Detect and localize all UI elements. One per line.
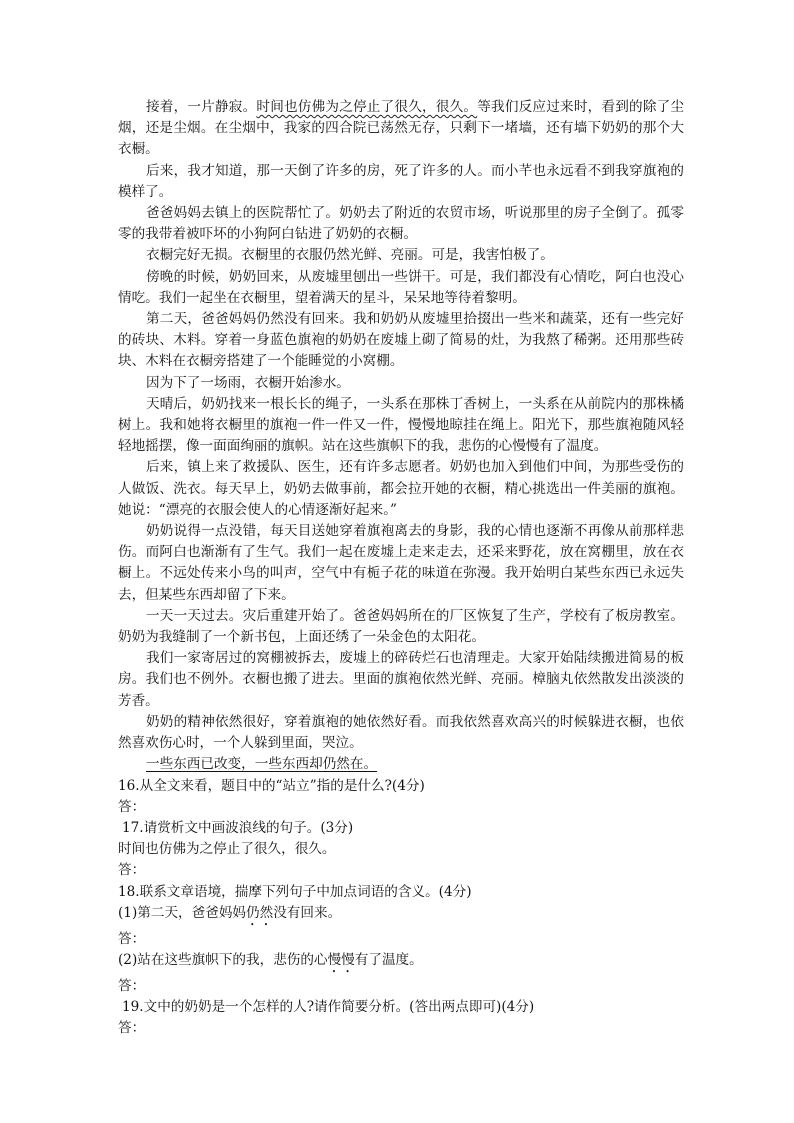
paragraph-2: 后来，我才知道，那一天倒了许多的房，死了许多的人。而小芊也永远看不到我穿旗袍的模样了。 xyxy=(118,162,684,200)
paragraph-14 xyxy=(118,754,684,775)
q18-2-dotted-word: 慢慢 xyxy=(327,951,355,968)
p1-before: 接着，一片静寂。 xyxy=(146,99,257,115)
underlined-final-sentence: 一些东西已改变，一些东西却仍然在。 xyxy=(146,756,378,773)
paragraph-10: 奶奶说得一点没错，每天目送她穿着旗袍离去的身影，我的心情也逐渐不再像从前那样悲伤。而阿白也渐渐有了生气。我们一起在废墟上走来走去，还采来野花，放在窝棚里，放在衣橱上。不远处传来小鸟的叫声，空气中有栀子花的味道在弥漫。我开始明白某些东西已永远失去，但某些东西却留了下来。 xyxy=(118,523,684,603)
question-18-2 xyxy=(118,950,684,976)
paragraph-8: 天晴后，奶奶找来一根长长的绳子，一头系在那株丁香树上，一头系在从前院内的那株橘树上。我和她将衣橱里的旗袍一件一件又一件，慢慢地晾挂在绳上。阳光下，那些旗袍随风轻轻地摇摆，像一面面绚丽的旗帜。站在这些旗帜下的我，悲伤的心慢慢有了温度。 xyxy=(118,395,684,455)
q18-1-dotted-word: 仍然 xyxy=(246,904,274,921)
paragraph-9: 后来，镇上来了救援队、医生，还有许多志愿者。奶奶也加入到他们中间，为那些受伤的人做饭、洗衣。每天早上，奶奶去做事前，都会拉开她的衣橱，精心挑选出一件美丽的旗袍。她说：“漂亮的衣服会使人的心情逐渐好起来。” xyxy=(118,459,684,518)
paragraph-7: 因为下了一场雨，衣橱开始渗水。 xyxy=(146,374,350,391)
p1-after: 等我们反应过来时，看到的除了尘烟，还是尘烟。在尘烟中，我家的四合院已荡然无存，只剩下一堵墙，还有墙下奶奶的那个大衣橱。 xyxy=(118,99,685,158)
story-body xyxy=(118,97,684,1040)
paragraph-4: 衣橱完好无损。衣橱里的衣服仍然光鲜、亮丽。可是，我害怕极了。 xyxy=(146,247,554,264)
questions-section xyxy=(118,776,684,1040)
paragraph-5: 傍晚的时候，奶奶回来，从废墟里刨出一些饼干。可是，我们都没有心情吃，阿白也没心情吃。我们一起坐在衣橱里，望着满天的星斗，呆呆地等待着黎明。 xyxy=(118,268,684,306)
paragraph-11: 一天一天过去。灾后重建开始了。爸爸妈妈所在的厂区恢复了生产，学校有了板房教室。奶奶为我缝制了一个新书包，上面还绣了一朵金色的太阳花。 xyxy=(118,607,684,646)
q18-2-pre: (2)站在这些旗帜下的我，悲伤的心 xyxy=(118,951,328,968)
answer-18-2: 答： xyxy=(118,977,146,994)
answer-17: 答： xyxy=(118,862,146,879)
q18-1-post: 没有回来。 xyxy=(273,904,342,921)
paragraph-1 xyxy=(118,97,684,161)
question-17-sentence: 时间也仿佛为之停止了很久，很久。 xyxy=(118,841,336,858)
question-18-1 xyxy=(118,903,684,929)
paragraph-13: 奶奶的精神依然很好，穿着旗袍的她依然好看。而我依然喜欢高兴的时候躲进衣橱，也依然喜欢伤心时，一个人躲到里面，哭泣。 xyxy=(118,713,684,752)
paragraph-12: 我们一家寄居过的窝棚被拆去，废墟上的碎砖烂石也清理走。大家开始陆续搬进简易的板房。我们也不例外。衣橱也搬了进去。里面的旗袍依然光鲜、亮丽。樟脑丸依然散发出淡淡的芳香。 xyxy=(118,650,684,709)
wavy-underlined-sentence: 时间也仿佛为之停止了很久，很久。 xyxy=(256,99,478,115)
paragraph-3: 爸爸妈妈去镇上的医院帮忙了。奶奶去了附近的农贸市场，听说那里的房子全倒了。孤零零的我带着被吓坏的小狗阿白钻进了奶奶的衣橱。 xyxy=(118,205,684,243)
answer-19: 答： xyxy=(118,1020,146,1037)
q18-2-post: 有了温度。 xyxy=(354,951,423,968)
question-19: 19.文中的奶奶是一个怎样的人?请作简要分析。(答出两点即可)(4分) xyxy=(122,999,535,1016)
question-16: 16.从全文来看，题目中的“站立”指的是什么?(4分) xyxy=(118,777,425,794)
answer-16: 答： xyxy=(118,798,146,815)
question-18: 18.联系文章语境，揣摩下列句子中加点词语的含义。(4分) xyxy=(118,883,472,900)
question-17: 17.请赏析文中画波浪线的句子。(3分) xyxy=(122,819,354,836)
answer-18-1: 答： xyxy=(118,930,146,947)
paragraph-6: 第二天，爸爸妈妈仍然没有回来。我和奶奶从废墟里拾掇出一些米和蔬菜，还有一些完好的砖块、木料。穿着一身蓝色旗袍的奶奶在废墟上砌了简易的灶，为我熬了稀粥。还用那些砖块、木料在衣橱旁搭建了一个能睡觉的小窝棚。 xyxy=(118,311,684,370)
q18-1-pre: (1)第二天，爸爸妈妈 xyxy=(118,904,247,921)
